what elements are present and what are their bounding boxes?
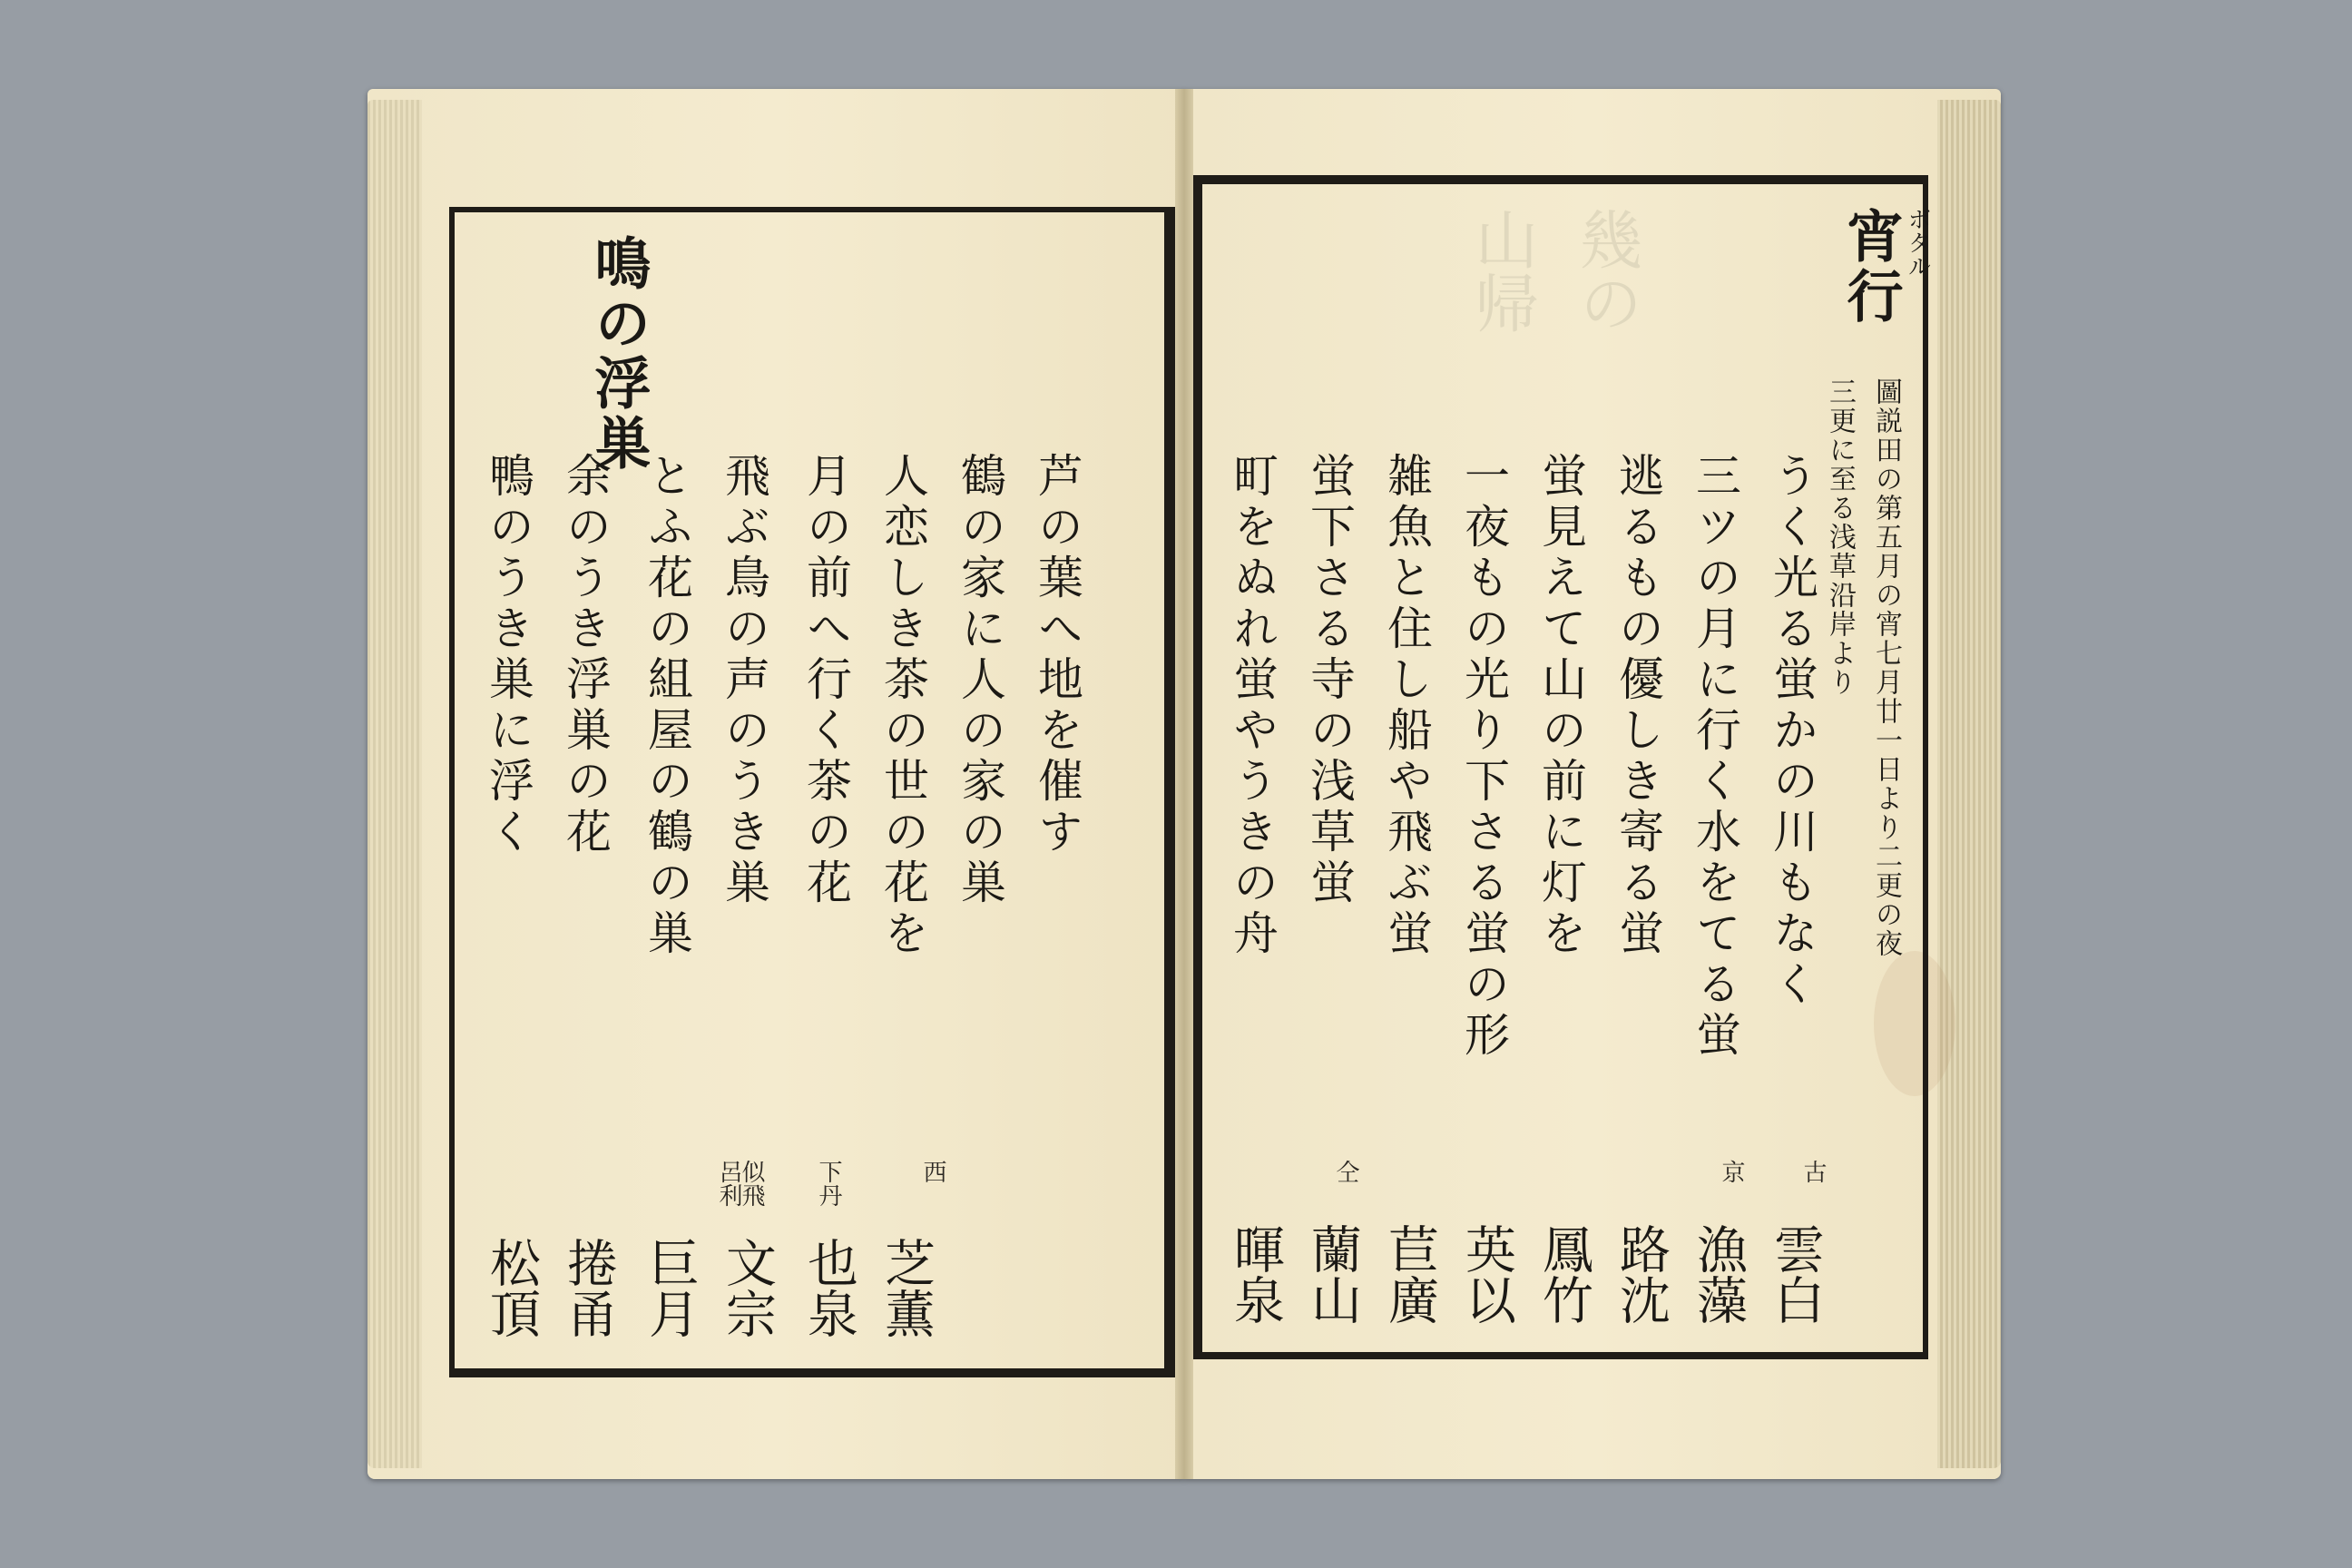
verse-author: 英以 bbox=[1457, 1223, 1516, 1325]
verse-author: 暉泉 bbox=[1226, 1223, 1285, 1325]
verse-author: 路沈 bbox=[1612, 1223, 1671, 1325]
open-book bbox=[358, 89, 2019, 1479]
verse-author: 捲甬 bbox=[559, 1237, 618, 1338]
verse-author: 文宗 bbox=[718, 1237, 777, 1338]
verse-text: 一夜もの光り下さる蛍の形 bbox=[1457, 452, 1510, 1062]
verse-text: うく光る蛍かの川もなく bbox=[1766, 452, 1818, 1011]
verse-text: 雑魚と住し船や飛ぶ蛍 bbox=[1380, 452, 1433, 960]
verse-text: 蛍下さる寺の浅草蛍 bbox=[1303, 452, 1356, 909]
verse-author: 也泉 bbox=[799, 1237, 858, 1338]
verse-note: 仝 bbox=[1332, 1160, 1359, 1183]
book-gutter bbox=[1175, 89, 1193, 1479]
intro-text: 圖説田の第五月の宵七月廿一日より二更の夜 bbox=[1870, 377, 1902, 958]
verse-text: 飛ぶ鳥の声のうき巣 bbox=[718, 452, 770, 909]
verse-note: 呂利 bbox=[715, 1160, 742, 1207]
verse-author: 苣廣 bbox=[1380, 1223, 1439, 1325]
verse-author: 巨月 bbox=[641, 1237, 700, 1338]
right-page-title: 宵行 bbox=[1838, 207, 1904, 327]
title-ruby: ボタル bbox=[1904, 207, 1931, 278]
verse-author: 漁藻 bbox=[1689, 1223, 1748, 1325]
verse-note: 西 bbox=[919, 1160, 946, 1183]
verse-text: 三ツの月に行く水をてる蛍 bbox=[1689, 452, 1741, 1062]
verse-text: 人恋しき茶の世の花を bbox=[877, 452, 929, 960]
verse-author: 蘭山 bbox=[1303, 1223, 1362, 1325]
verse-author: 松頂 bbox=[482, 1237, 541, 1338]
verse-note: 古 bbox=[1799, 1160, 1827, 1183]
verse-note: 似飛 bbox=[738, 1160, 765, 1207]
verse-note: 下丹 bbox=[815, 1160, 842, 1207]
bleed-through-text: 山帰 bbox=[1465, 207, 1539, 334]
intro-subtext: 三更に至る浅草沿岸より bbox=[1824, 377, 1856, 697]
verse-text: 鶴の家に人の家の巣 bbox=[954, 452, 1006, 909]
verse-author: 雲白 bbox=[1766, 1223, 1825, 1325]
verse-author: 芝薫 bbox=[877, 1237, 936, 1338]
verse-note: 京 bbox=[1718, 1160, 1745, 1183]
verse-text: 蛍見えて山の前に灯を bbox=[1534, 452, 1587, 960]
bleed-through-text: 幾の bbox=[1569, 207, 1643, 334]
verse-author: 鳳竹 bbox=[1534, 1223, 1593, 1325]
verse-text: 逃るもの優しき寄る蛍 bbox=[1612, 452, 1664, 960]
right-page-edge bbox=[1937, 100, 2001, 1468]
verse-text: 月の前へ行く茶の花 bbox=[799, 452, 852, 909]
left-page-title: 鳴の浮巣 bbox=[585, 234, 652, 474]
verse-text: 余のうき浮巣の花 bbox=[559, 452, 612, 858]
verse-text: とふ花の組屋の鶴の巣 bbox=[641, 452, 693, 960]
verse-text: 鴨のうき巣に浮く bbox=[482, 452, 534, 858]
verse-text: 芦の葉へ地を催す bbox=[1031, 452, 1083, 858]
left-page-edge bbox=[368, 100, 422, 1468]
verse-text: 町をぬれ蛍やうきの舟 bbox=[1226, 452, 1279, 960]
